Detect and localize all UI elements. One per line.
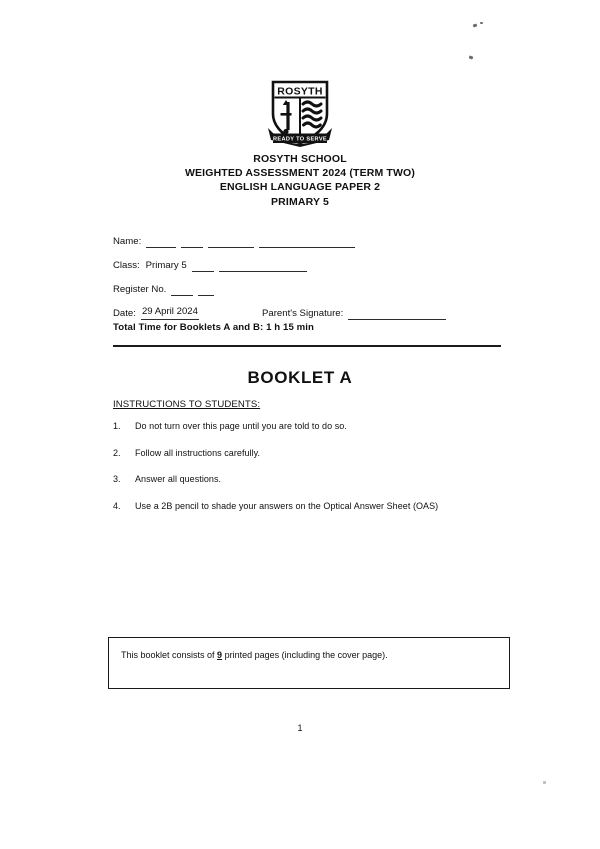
instruction-text: Do not turn over this page until you are told to do so. (135, 421, 347, 431)
pages-notice-box (108, 637, 510, 689)
parent-signature-input[interactable] (348, 309, 446, 320)
name-input-segment[interactable] (146, 237, 176, 248)
class-row (113, 248, 503, 272)
date-signature-row (113, 296, 503, 320)
header-line-assessment: WEIGHTED ASSESSMENT 2024 (TERM TWO) (184, 167, 416, 180)
instruction-number: 2. (113, 447, 121, 458)
instruction-number: 1. (113, 421, 121, 431)
signature-group (262, 307, 446, 320)
list-item (113, 421, 513, 431)
name-label: Name: (113, 236, 142, 247)
list-item (113, 474, 513, 484)
crest-motto-text: READY TO SERVE (272, 136, 328, 143)
instruction-number: 3. (113, 474, 121, 484)
instruction-number: 4. (113, 500, 121, 511)
date-value: 29 April 2024 (141, 306, 199, 320)
list-item (113, 501, 513, 511)
header-line-school: ROSYTH SCHOOL (253, 153, 347, 165)
register-number-row (113, 272, 503, 296)
name-input-segment[interactable] (259, 237, 355, 248)
instruction-text: Answer all questions. (135, 474, 222, 484)
class-value: Primary 5 (145, 260, 187, 271)
instruction-text: Use a 2B pencil to shade your answers on the Optical Answer Sheet (OAS) (135, 500, 439, 511)
instruction-text: Follow all instructions carefully. (135, 447, 261, 458)
class-label: Class: (113, 260, 140, 271)
class-input-segment[interactable] (192, 261, 214, 272)
header-line-level: PRIMARY 5 (271, 195, 329, 208)
pages-count: 9 (217, 650, 223, 660)
parent-signature-label: Parent's Signature: (262, 308, 344, 319)
total-time-text: Total Time for Booklets A and B: 1 h 15 min (113, 322, 314, 333)
instructions-list (113, 421, 513, 527)
scan-speck (473, 23, 478, 27)
booklet-title: BOOKLET A (247, 368, 353, 387)
document-header (0, 152, 600, 209)
pages-notice-suffix: printed pages (including the cover page). (222, 650, 388, 660)
page-number: 1 (297, 723, 303, 733)
date-label: Date: (113, 308, 136, 319)
pages-notice-text (121, 650, 388, 660)
name-input-segment[interactable] (208, 237, 254, 248)
student-particulars-form (113, 224, 503, 320)
scan-speck (480, 22, 483, 24)
pages-notice-prefix: This booklet consists of (121, 650, 218, 660)
scan-speck (469, 55, 474, 59)
class-input-segment[interactable] (219, 261, 307, 272)
name-input-segment[interactable] (181, 237, 203, 248)
header-divider (113, 345, 501, 347)
name-row (113, 224, 503, 248)
header-line-subject: ENGLISH LANGUAGE PAPER 2 (219, 181, 381, 194)
list-item (113, 448, 513, 458)
register-number-label: Register No. (113, 284, 167, 295)
register-number-input-segment[interactable] (198, 285, 214, 296)
svg-text:ROSYTH: ROSYTH (277, 85, 323, 98)
scan-speck (543, 781, 546, 784)
instructions-heading: INSTRUCTIONS TO STUDENTS: (113, 399, 261, 410)
register-number-input-segment[interactable] (171, 285, 193, 296)
school-crest (0, 78, 600, 148)
rosyth-crest-icon (265, 78, 335, 148)
